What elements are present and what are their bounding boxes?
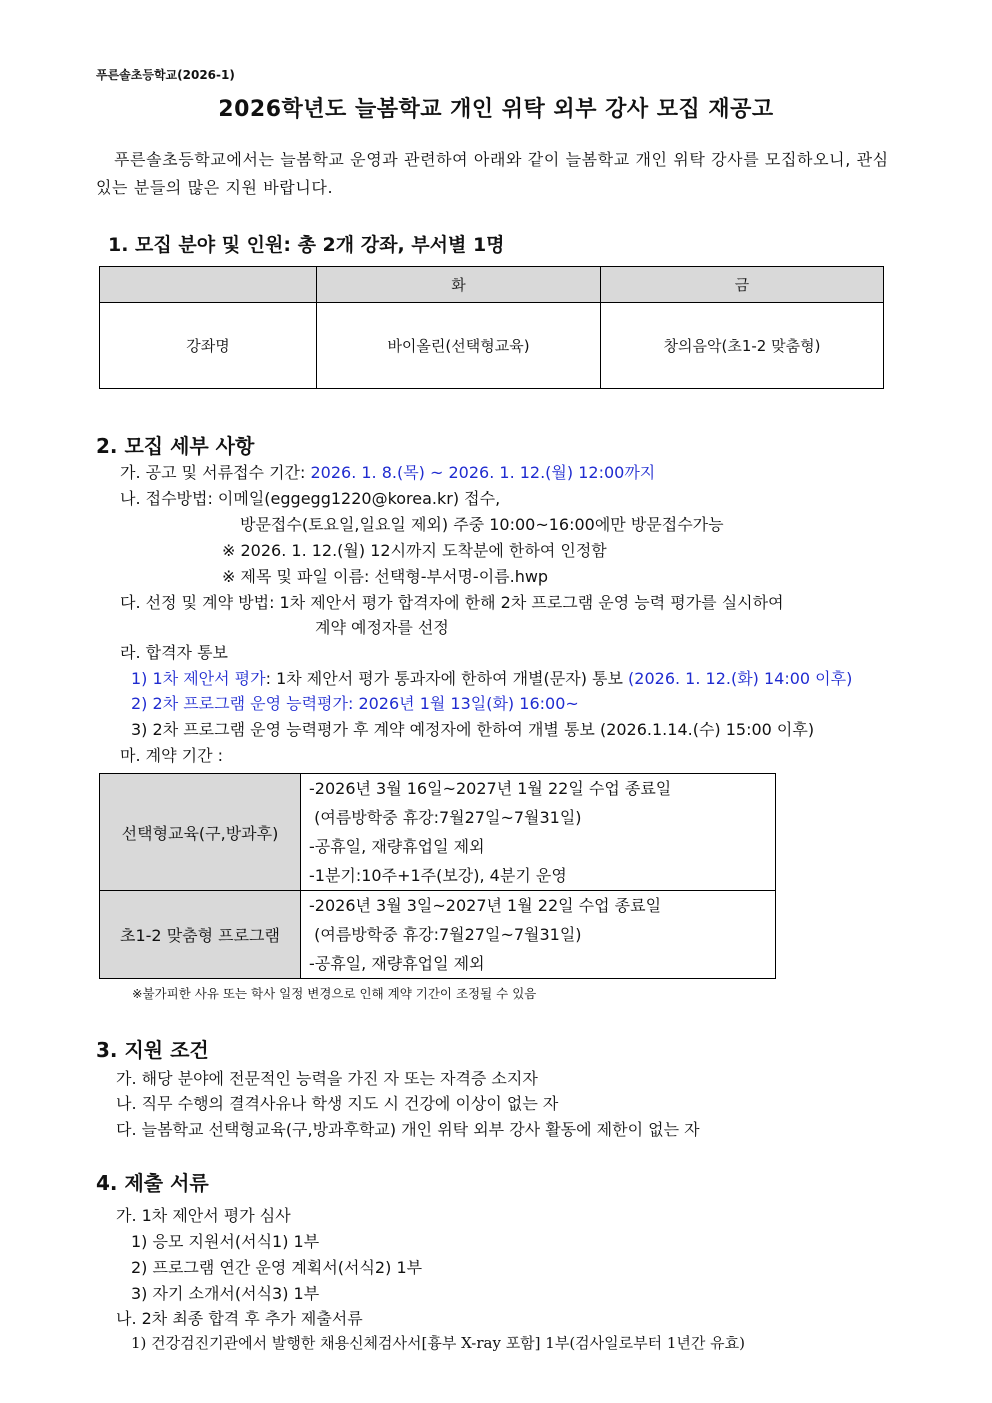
contract-values <box>301 891 776 979</box>
header-cell-fri: 금 <box>601 267 884 303</box>
contract-row <box>100 891 776 979</box>
contract-label: 선택형교육(구,방과후) <box>100 774 301 891</box>
ra1-label: 1) 1차 제안서 평가 <box>131 669 266 688</box>
contract-line: -2026년 3월 16일~2027년 1월 22일 수업 종료일 <box>309 779 672 798</box>
section-3-heading: 3. 지원 조건 <box>96 1038 209 1062</box>
docs-ga-label: 가. 1차 제안서 평가 심사 <box>116 1206 291 1225</box>
course-violin: 바이올린(선택형교육) <box>317 303 601 389</box>
contract-line: (여름방학중 휴강:7월27일~7월31일) <box>309 808 582 827</box>
intro-paragraph: 푸른솔초등학교에서는 늘봄학교 운영과 관련하여 아래와 같이 늘봄학교 개인 위탁 강사를 모집하오니, 관심 있는 분들의 많은 지원 바랍니다. <box>96 150 889 197</box>
row-label-course: 강좌명 <box>100 303 317 389</box>
ga-period: 2026. 1. 8.(목) ~ 2026. 1. 12.(월) 12:00까지 <box>310 463 656 482</box>
section-4-heading: 4. 제출 서류 <box>96 1171 209 1195</box>
contract-line: -2026년 3월 3일~2027년 1월 22일 수업 종료일 <box>309 896 662 915</box>
condition-item: 가. 해당 분야에 전문적인 능력을 가진 자 또는 자격증 소지자 <box>116 1069 538 1088</box>
na-line-2: 방문접수(토요일,일요일 제외) 주중 10:00~16:00에만 방문접수가능 <box>240 515 724 534</box>
contract-line: -공휴일, 재량휴업일 제외 <box>309 954 485 973</box>
recruit-table-header <box>100 267 884 303</box>
na-note-1: ※ 2026. 1. 12.(월) 12시까지 도착분에 한하여 인정함 <box>222 541 607 560</box>
contract-note: ※불가피한 사유 또는 학사 일정 변경으로 인해 계약 기간이 조정될 수 있음 <box>132 986 537 1001</box>
section-2-heading: 2. 모집 세부 사항 <box>96 434 255 458</box>
na-note-2: ※ 제목 및 파일 이름: 선택형-부서명-이름.hwp <box>222 567 549 586</box>
ra-item-3: 3) 2차 프로그램 운영 능력평가 후 계약 예정자에 한하여 개별 통보 (2026.1.14.(수) 15:00 이후) <box>131 720 815 739</box>
school-tag: 푸른솔초등학교(2026-1) <box>96 68 235 82</box>
ra-item-1 <box>131 666 852 689</box>
na-line-1: 나. 접수방법: 이메일(eggegg1220@korea.kr) 접수, <box>120 489 501 508</box>
recruit-table-row <box>100 303 884 389</box>
header-cell-tue: 화 <box>317 267 601 303</box>
da-line-2: 계약 예정자를 선정 <box>315 618 449 637</box>
ma-label: 마. 계약 기간 : <box>120 746 224 765</box>
ra-item-2: 2) 2차 프로그램 운영 능력평가: 2026년 1월 13일(화) 16:00~ <box>131 694 579 713</box>
contract-label: 초1-2 맞춤형 프로그램 <box>100 891 301 979</box>
condition-item: 다. 늘봄학교 선택형교육(구,방과후학교) 개인 위탁 외부 강사 활동에 제한이 없는 자 <box>116 1120 700 1139</box>
docs-item: 1) 건강검진기관에서 발행한 채용신체검사서[흉부 X-ray 포함] 1부(검사일로부터 1년간 유효) <box>131 1334 746 1352</box>
ga-label: 가. 공고 및 서류접수 기간: <box>120 463 311 482</box>
ra1-text: : 1차 제안서 평가 통과자에 한하여 개별(문자) 통보 <box>265 669 629 688</box>
da-line-1: 다. 선정 및 계약 방법: 1차 제안서 평가 합격자에 한해 2차 프로그램 운영 능력 평가를 실시하여 <box>120 593 784 612</box>
contract-line: (여름방학중 휴강:7월27일~7월31일) <box>309 925 582 944</box>
header-cell-empty <box>100 267 317 303</box>
ga-period-line <box>120 460 655 483</box>
recruit-table <box>99 266 884 389</box>
docs-na-label: 나. 2차 최종 합격 후 추가 제출서류 <box>116 1309 363 1328</box>
document-title: 2026학년도 늘봄학교 개인 위탁 외부 강사 모집 재공고 <box>218 97 774 122</box>
condition-item: 나. 직무 수행의 결격사유나 학생 지도 시 건강에 이상이 없는 자 <box>116 1094 559 1113</box>
contract-table <box>99 773 776 979</box>
contract-row <box>100 774 776 891</box>
contract-line: -공휴일, 재량휴업일 제외 <box>309 837 485 856</box>
contract-line: -1분기:10주+1주(보강), 4분기 운영 <box>309 866 567 885</box>
docs-item: 1) 응모 지원서(서식1) 1부 <box>131 1232 320 1251</box>
docs-item: 3) 자기 소개서(서식3) 1부 <box>131 1284 320 1303</box>
contract-values <box>301 774 776 891</box>
ra-label: 라. 합격자 통보 <box>120 643 228 662</box>
ra1-date: (2026. 1. 12.(화) 14:00 이후) <box>628 669 853 688</box>
section-1-heading: 1. 모집 분야 및 인원: 총 2개 강좌, 부서별 1명 <box>108 234 505 256</box>
docs-item: 2) 프로그램 연간 운영 계획서(서식2) 1부 <box>131 1258 423 1277</box>
course-creative-music: 창의음악(초1-2 맞춤형) <box>601 303 884 389</box>
